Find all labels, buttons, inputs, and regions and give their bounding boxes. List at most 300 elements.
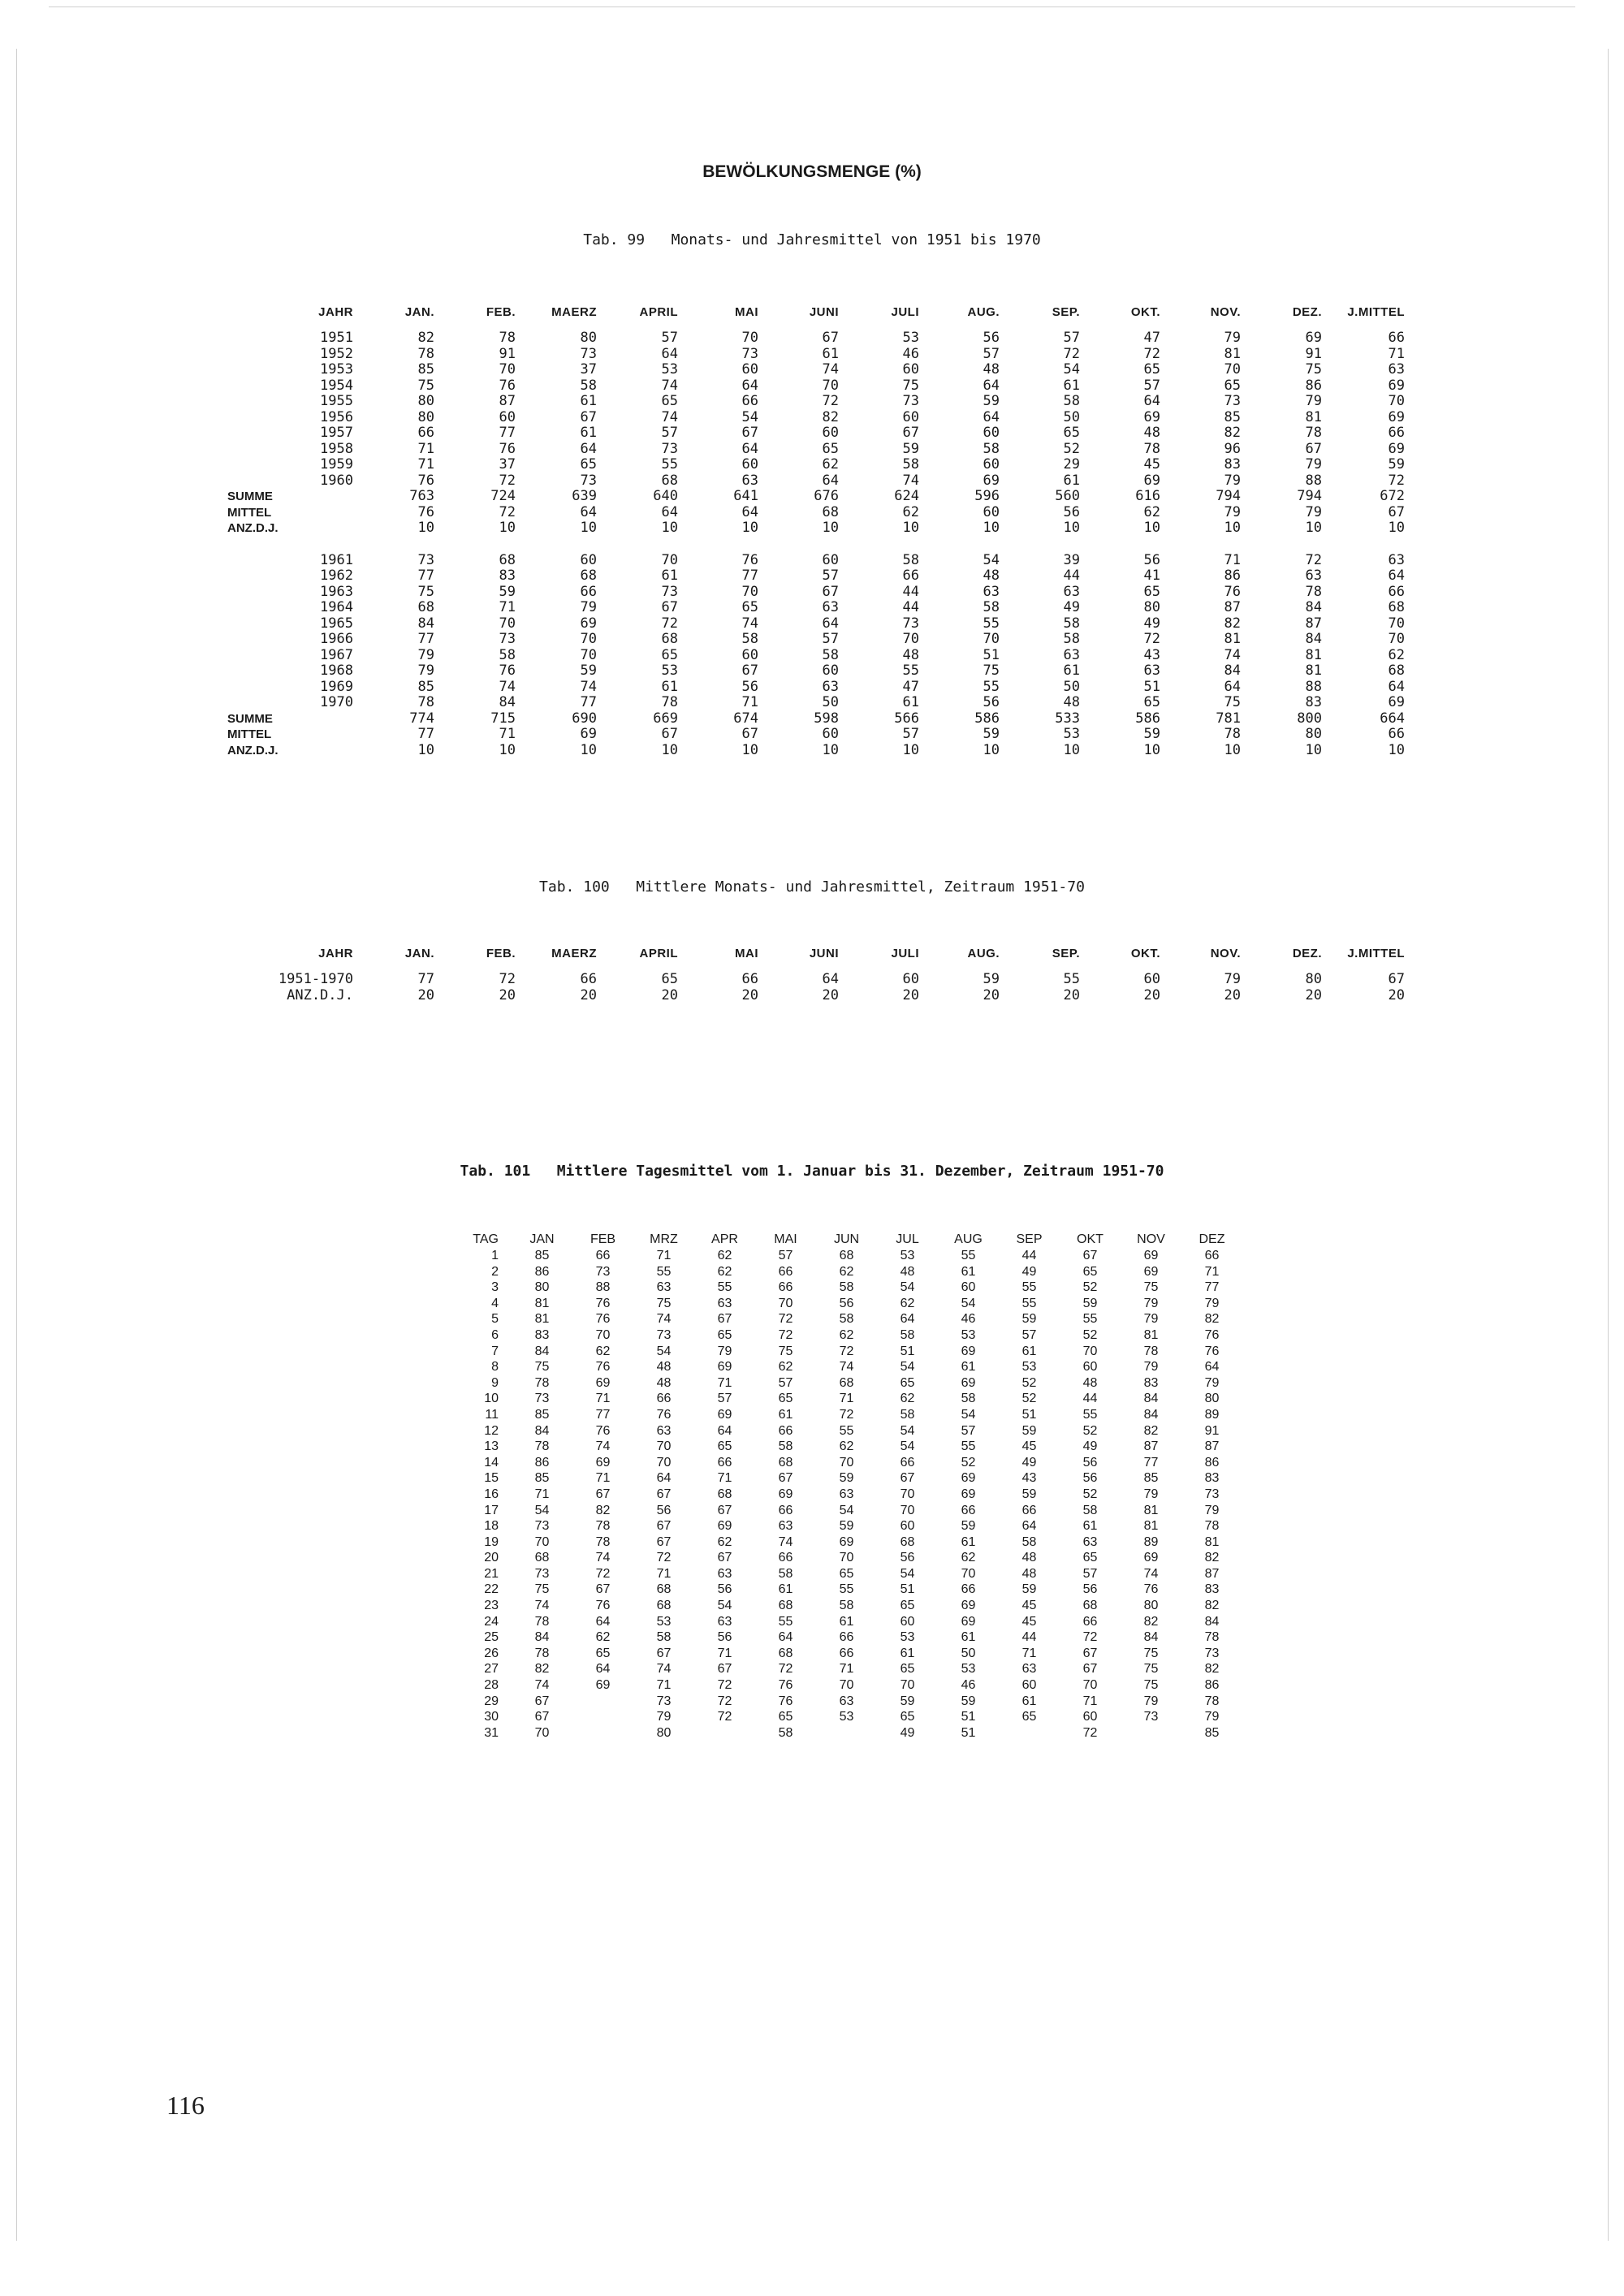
table-cell: 81 (1305, 408, 1322, 425)
table-cell: 70 (656, 1439, 672, 1454)
table-cell: 20 (417, 986, 434, 1003)
table-cell: 71 (1082, 1694, 1098, 1708)
table-cell: 79 (1224, 472, 1241, 489)
table-cell: 89 (1143, 1534, 1159, 1549)
table-cell: 76 (595, 1599, 611, 1613)
table-row (455, 1439, 1242, 1455)
table-cell: 59 (983, 393, 1000, 409)
table-cell: 60 (902, 971, 919, 987)
table-cell: 62 (961, 1551, 976, 1565)
table-cell: 67 (900, 1471, 915, 1486)
table-cell: 54 (656, 1344, 672, 1358)
table-cell: 55 (656, 1264, 672, 1279)
table-cell: 41 (1143, 568, 1160, 584)
table-cell: 71 (1388, 345, 1405, 362)
table-cell: 51 (961, 1710, 976, 1724)
table-cell: 72 (1305, 551, 1322, 568)
table-cell: 50 (1063, 678, 1080, 695)
table-cell: 78 (417, 345, 434, 362)
table-cell: 82 (1204, 1662, 1220, 1677)
table-cell: 69 (717, 1360, 732, 1375)
table-cell: 57 (1082, 1566, 1098, 1581)
table-cell: 70 (900, 1503, 915, 1517)
table-cell: 74 (656, 1312, 672, 1327)
table-cell: 20 (983, 986, 1000, 1003)
table-cell: 54 (900, 1439, 915, 1454)
table-cell: 54 (961, 1407, 976, 1422)
table-cell: 68 (499, 551, 516, 568)
table-cell: 62 (839, 1439, 854, 1454)
table-cell: 10 (499, 741, 516, 758)
table-cell: 68 (417, 599, 434, 615)
table-cell: 57 (822, 631, 839, 647)
table-cell: 71 (595, 1471, 611, 1486)
table-cell: 48 (656, 1360, 672, 1375)
table-cell: 84 (1305, 631, 1322, 647)
table-cell: 76 (1224, 583, 1241, 600)
row-label: ANZ.D.J. (227, 743, 279, 757)
table-cell: 74 (499, 678, 516, 695)
table-cell: 58 (1021, 1534, 1037, 1549)
table-cell: 63 (1143, 662, 1160, 679)
table-cell: 69 (961, 1375, 976, 1390)
table-cell: 77 (595, 1407, 611, 1422)
table-cell: 57 (822, 568, 839, 584)
table-cell: 664 (1380, 710, 1405, 727)
table-cell: 66 (1388, 583, 1405, 600)
table-cell: 66 (1388, 330, 1405, 346)
day-label: 28 (484, 1678, 499, 1693)
table-cell (1121, 1725, 1181, 1741)
table-cell: 61 (961, 1264, 976, 1279)
table-cell: 78 (1224, 726, 1241, 742)
table-cell (999, 1725, 1060, 1741)
table-cell: 29 (1063, 456, 1080, 473)
table-cell: 84 (1305, 599, 1322, 615)
table-cell: 59 (839, 1519, 854, 1534)
table-cell: 76 (417, 472, 434, 489)
table-cell: 64 (717, 1423, 732, 1438)
row-label: 1963 (320, 583, 353, 600)
table-cell: 800 (1297, 710, 1322, 727)
column-header: FEB. (486, 305, 516, 319)
table-cell: 70 (900, 1678, 915, 1693)
day-label: 17 (484, 1503, 499, 1517)
table-cell: 10 (983, 741, 1000, 758)
table-cell: 64 (1388, 678, 1405, 695)
table-cell: 81 (1143, 1327, 1159, 1342)
table-cell: 66 (961, 1582, 976, 1597)
table-row (455, 1677, 1242, 1694)
table-row (227, 743, 1405, 759)
table-cell: 67 (717, 1662, 732, 1677)
day-label: 18 (484, 1519, 499, 1534)
table-cell: 10 (499, 520, 516, 536)
table-cell: 66 (839, 1630, 854, 1645)
table-cell: 65 (900, 1375, 915, 1390)
table-cell: 76 (499, 377, 516, 394)
table-cell: 67 (661, 726, 678, 742)
table-cell: 56 (983, 694, 1000, 710)
table-row (455, 1248, 1242, 1264)
table-cell: 72 (1143, 345, 1160, 362)
table-cell: 10 (417, 741, 434, 758)
row-label: 1951 (320, 330, 353, 346)
table-cell: 10 (1143, 520, 1160, 536)
table-cell: 78 (1204, 1630, 1220, 1645)
table-cell: 61 (1021, 1344, 1037, 1358)
table-cell: 58 (983, 599, 1000, 615)
table-row (455, 1344, 1242, 1360)
table-cell: 44 (902, 599, 919, 615)
table-row (227, 972, 1405, 988)
table100 (227, 946, 1405, 1003)
table-cell: 72 (778, 1312, 793, 1327)
table-row (227, 425, 1405, 442)
header-row (227, 304, 1405, 330)
day-label: 6 (491, 1327, 499, 1342)
table-cell: 43 (1021, 1471, 1037, 1486)
table-cell: 76 (741, 551, 758, 568)
table-cell: 91 (1305, 345, 1322, 362)
table-cell: 68 (661, 472, 678, 489)
table-cell: 65 (1082, 1551, 1098, 1565)
table-cell: 66 (656, 1392, 672, 1406)
table-cell: 49 (1143, 615, 1160, 632)
table-cell: 58 (778, 1566, 793, 1581)
column-header: MRZ (650, 1232, 678, 1246)
table-cell: 73 (1204, 1646, 1220, 1660)
table-cell: 66 (1204, 1249, 1220, 1262)
table-cell: 78 (534, 1375, 550, 1390)
table-cell: 78 (1204, 1519, 1220, 1534)
table-cell: 52 (1021, 1392, 1037, 1406)
table101 (455, 1232, 1242, 1741)
table-cell: 71 (656, 1678, 672, 1693)
column-header: DEZ (1199, 1232, 1225, 1246)
table-cell: 46 (961, 1678, 976, 1693)
table-cell: 75 (983, 662, 1000, 679)
table-cell: 70 (839, 1455, 854, 1470)
table-cell: 69 (961, 1599, 976, 1613)
column-header: JAN. (404, 305, 434, 319)
table-cell: 59 (1388, 456, 1405, 473)
table-cell: 77 (1143, 1455, 1159, 1470)
table-cell: 52 (1021, 1375, 1037, 1390)
row-label: 1953 (320, 361, 353, 378)
table-cell: 65 (661, 393, 678, 409)
table-cell: 70 (902, 631, 919, 647)
table99 (227, 304, 1405, 758)
table-cell: 72 (1063, 345, 1080, 362)
table-cell: 674 (733, 710, 758, 727)
table-cell: 72 (499, 472, 516, 489)
table-cell: 79 (1143, 1296, 1159, 1310)
row-label: 1965 (320, 615, 353, 632)
table-cell: 67 (717, 1551, 732, 1565)
table-cell: 616 (1135, 488, 1160, 504)
table-cell: 71 (417, 440, 434, 457)
table-cell: 83 (1204, 1471, 1220, 1486)
table-cell: 76 (595, 1423, 611, 1438)
table-cell: 72 (717, 1694, 732, 1708)
table-cell: 55 (661, 456, 678, 473)
table-cell: 74 (1224, 646, 1241, 663)
day-label: 11 (485, 1407, 499, 1422)
table-cell: 84 (499, 694, 516, 710)
table-cell: 64 (741, 503, 758, 520)
table-cell: 10 (1224, 520, 1241, 536)
table-cell: 59 (1082, 1296, 1098, 1310)
table-cell: 57 (1063, 330, 1080, 346)
table-row (227, 568, 1405, 585)
table-cell: 64 (1224, 678, 1241, 695)
table-cell: 68 (1388, 599, 1405, 615)
table-cell: 78 (534, 1646, 550, 1660)
table-cell: 59 (499, 583, 516, 600)
table-cell: 63 (839, 1694, 854, 1708)
table-cell: 84 (534, 1423, 550, 1438)
day-label: 4 (491, 1296, 499, 1310)
table-cell: 66 (839, 1646, 854, 1660)
table-cell: 69 (1143, 472, 1160, 489)
row-label: 1961 (320, 551, 353, 568)
table-cell: 58 (900, 1407, 915, 1422)
table-cell: 49 (900, 1725, 915, 1740)
column-header: DEZ. (1292, 947, 1322, 960)
table-cell: 70 (1388, 631, 1405, 647)
table-cell: 70 (499, 361, 516, 378)
table-cell: 53 (1021, 1360, 1037, 1375)
table-cell: 72 (839, 1344, 854, 1358)
table-cell: 60 (1143, 971, 1160, 987)
table-cell: 67 (822, 583, 839, 600)
table-cell: 79 (1143, 1312, 1159, 1327)
column-header: TAG (473, 1232, 499, 1246)
table-cell: 58 (839, 1280, 854, 1295)
table-row (455, 1582, 1242, 1598)
table-cell: 69 (595, 1678, 611, 1693)
table-cell: 49 (1021, 1264, 1037, 1279)
table-cell: 64 (1388, 568, 1405, 584)
table-cell: 63 (1063, 646, 1080, 663)
table-cell: 63 (983, 583, 1000, 600)
table-cell: 82 (1143, 1423, 1159, 1438)
table-row (227, 330, 1405, 347)
table-cell: 66 (778, 1423, 793, 1438)
table-cell: 86 (1305, 377, 1322, 394)
table-cell: 70 (580, 631, 597, 647)
table-cell: 68 (1388, 662, 1405, 679)
table-cell: 69 (1305, 330, 1322, 346)
table-cell: 56 (656, 1503, 672, 1517)
table-cell: 77 (580, 694, 597, 710)
table-cell: 59 (580, 662, 597, 679)
table-cell: 84 (1143, 1392, 1159, 1406)
table-row (227, 442, 1405, 458)
table-cell: 10 (661, 741, 678, 758)
table-cell: 60 (822, 662, 839, 679)
table-cell: 77 (417, 971, 434, 987)
table-cell: 57 (983, 345, 1000, 362)
table-cell: 58 (822, 646, 839, 663)
column-header: JAN. (404, 947, 434, 960)
table-cell: 63 (1063, 583, 1080, 600)
table-cell: 60 (983, 503, 1000, 520)
table-cell: 80 (417, 393, 434, 409)
table-cell: 20 (499, 986, 516, 1003)
table-cell: 53 (656, 1614, 672, 1629)
day-label: 1 (491, 1249, 499, 1262)
table-cell: 59 (1021, 1312, 1037, 1327)
table-cell: 88 (595, 1280, 611, 1295)
table-cell: 55 (902, 662, 919, 679)
table-cell: 72 (1082, 1725, 1098, 1740)
table-row (455, 1327, 1242, 1344)
table-row (227, 489, 1405, 505)
table-cell: 65 (717, 1327, 732, 1342)
table-cell: 73 (1204, 1487, 1220, 1501)
table-row (455, 1566, 1242, 1582)
table-cell: 57 (778, 1249, 793, 1262)
table-cell: 70 (595, 1327, 611, 1342)
table-cell: 50 (961, 1646, 976, 1660)
table-cell: 58 (778, 1439, 793, 1454)
table-cell: 76 (499, 440, 516, 457)
table-cell: 82 (595, 1503, 611, 1517)
table-cell: 20 (580, 986, 597, 1003)
table-cell: 79 (1224, 330, 1241, 346)
table-row (455, 1391, 1242, 1407)
table-cell: 59 (1143, 726, 1160, 742)
table-cell: 49 (1063, 599, 1080, 615)
table-cell: 76 (656, 1407, 672, 1422)
table-cell: 62 (839, 1264, 854, 1279)
table-cell: 54 (900, 1423, 915, 1438)
column-header: APR (711, 1232, 738, 1246)
table-cell: 20 (902, 986, 919, 1003)
table-cell: 44 (1021, 1249, 1037, 1262)
table-cell: 74 (534, 1678, 550, 1693)
table-cell: 66 (961, 1503, 976, 1517)
table-cell: 75 (417, 583, 434, 600)
table-cell: 10 (1063, 741, 1080, 758)
header-row (227, 946, 1405, 972)
table-cell: 73 (417, 551, 434, 568)
table-cell: 55 (1082, 1312, 1098, 1327)
table-cell: 72 (1082, 1630, 1098, 1645)
table-cell: 10 (1224, 741, 1241, 758)
row-label: 1955 (320, 393, 353, 409)
table-cell: 61 (961, 1630, 976, 1645)
table-cell: 77 (741, 568, 758, 584)
table-cell: 59 (983, 726, 1000, 742)
table-cell: 10 (1143, 741, 1160, 758)
table-cell: 56 (717, 1630, 732, 1645)
table-cell: 20 (741, 986, 758, 1003)
table-cell: 68 (1082, 1599, 1098, 1613)
table-cell: 533 (1055, 710, 1080, 727)
table-cell: 71 (499, 726, 516, 742)
table-cell: 81 (1143, 1503, 1159, 1517)
table-cell: 84 (1224, 662, 1241, 679)
table-row (455, 1661, 1242, 1677)
column-header: JAHR (318, 947, 353, 960)
table-cell: 51 (900, 1344, 915, 1358)
table-cell: 45 (1021, 1614, 1037, 1629)
table-cell: 68 (778, 1646, 793, 1660)
table99-caption: Tab. 99 Monats- und Jahresmittel von 1951 bis 1970 (583, 231, 1041, 248)
table-cell: 65 (778, 1392, 793, 1406)
table-cell: 20 (1224, 986, 1241, 1003)
spacer-row (227, 537, 1405, 553)
table-cell: 61 (902, 694, 919, 710)
table-row (455, 1311, 1242, 1327)
table-cell: 64 (741, 377, 758, 394)
table-cell: 67 (1388, 503, 1405, 520)
table-cell: 65 (900, 1662, 915, 1677)
column-header: OKT (1077, 1232, 1104, 1246)
table-cell: 68 (839, 1375, 854, 1390)
table-cell: 87 (1204, 1566, 1220, 1581)
column-header: JUN (833, 1232, 860, 1246)
table-cell: 69 (1388, 377, 1405, 394)
table-cell: 58 (983, 440, 1000, 457)
table-cell: 75 (1143, 1646, 1159, 1660)
table-cell: 73 (741, 345, 758, 362)
table-cell: 54 (741, 408, 758, 425)
table-row (227, 680, 1405, 696)
table-cell: 45 (1143, 456, 1160, 473)
table-cell: 80 (580, 330, 597, 346)
table-cell: 77 (417, 568, 434, 584)
day-label: 25 (484, 1630, 499, 1645)
table-cell: 48 (983, 568, 1000, 584)
table-cell: 53 (661, 361, 678, 378)
table-cell: 82 (534, 1662, 550, 1677)
table-cell: 62 (900, 1392, 915, 1406)
table-cell: 20 (1063, 986, 1080, 1003)
table-cell: 96 (1224, 440, 1241, 457)
table-cell: 67 (778, 1471, 793, 1486)
table-cell: 79 (1305, 503, 1322, 520)
table-cell: 79 (1204, 1503, 1220, 1517)
day-label: 23 (484, 1599, 499, 1613)
table-cell: 70 (822, 377, 839, 394)
table-cell: 67 (595, 1487, 611, 1501)
table-cell: 67 (717, 1312, 732, 1327)
table-cell: 46 (961, 1312, 976, 1327)
table-cell: 67 (1388, 971, 1405, 987)
day-label: 31 (484, 1725, 499, 1740)
table-cell: 75 (902, 377, 919, 394)
table-cell: 79 (1305, 393, 1322, 409)
table-cell: 53 (1063, 726, 1080, 742)
table-cell: 73 (902, 393, 919, 409)
table-cell: 10 (822, 741, 839, 758)
column-header: MAI (735, 305, 758, 319)
table-cell: 50 (1063, 408, 1080, 425)
table-cell: 82 (1204, 1599, 1220, 1613)
table-cell: 10 (741, 520, 758, 536)
table-cell: 81 (1224, 345, 1241, 362)
table-cell: 48 (1021, 1551, 1037, 1565)
table-cell: 65 (1082, 1264, 1098, 1279)
table-cell: 62 (902, 503, 919, 520)
table-cell: 60 (1021, 1678, 1037, 1693)
table-cell: 69 (1388, 408, 1405, 425)
table-cell: 81 (1204, 1534, 1220, 1549)
